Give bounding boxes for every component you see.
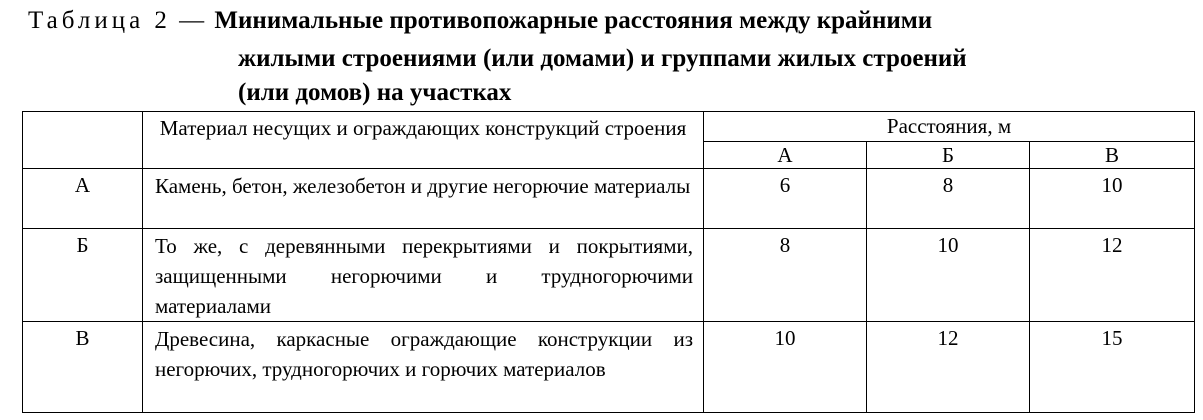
row-letter: В	[23, 322, 143, 413]
row-material: Камень, бетон, железобетон и другие негорючие материалы	[143, 169, 704, 229]
row-material: То же, с деревянными перекрытиями и покрытиями, защищенными негорючими и трудногорючими материалами	[143, 229, 704, 322]
row-letter: Б	[23, 229, 143, 322]
caption-line-1	[28, 6, 932, 36]
header-empty-cell	[23, 112, 143, 169]
row-letter: А	[23, 169, 143, 229]
header-distances: Расстояния, м	[704, 112, 1195, 142]
distance-table	[22, 111, 1195, 413]
table-row	[23, 229, 1195, 322]
caption-dash: —	[179, 7, 205, 34]
header-sub-b: Б	[867, 142, 1030, 169]
caption-title-line-3: (или домов) на участках	[238, 79, 512, 106]
row-value-b: 10	[867, 229, 1030, 322]
caption-title-line-1: Минимальные противопожарные расстояния между крайними	[214, 7, 933, 34]
row-value-b: 8	[867, 169, 1030, 229]
table-row	[23, 322, 1195, 413]
header-sub-v: В	[1030, 142, 1195, 169]
caption-title-line-2: жилыми строениями (или домами) и группами жилых строений	[238, 45, 967, 72]
table-row	[23, 169, 1195, 229]
caption-prefix: Таблица 2	[28, 7, 171, 34]
row-value-v: 15	[1030, 322, 1195, 413]
row-material: Древесина, каркасные ограждающие конструкции из негорючих, трудногорючих и горючих материалов	[143, 322, 704, 413]
header-material: Материал несущих и ограждающих конструкций строения	[143, 112, 704, 169]
row-value-a: 8	[704, 229, 867, 322]
row-value-v: 12	[1030, 229, 1195, 322]
row-value-a: 10	[704, 322, 867, 413]
row-value-v: 10	[1030, 169, 1195, 229]
header-sub-a: А	[704, 142, 867, 169]
row-value-b: 12	[867, 322, 1030, 413]
header-row	[23, 112, 1195, 142]
row-value-a: 6	[704, 169, 867, 229]
